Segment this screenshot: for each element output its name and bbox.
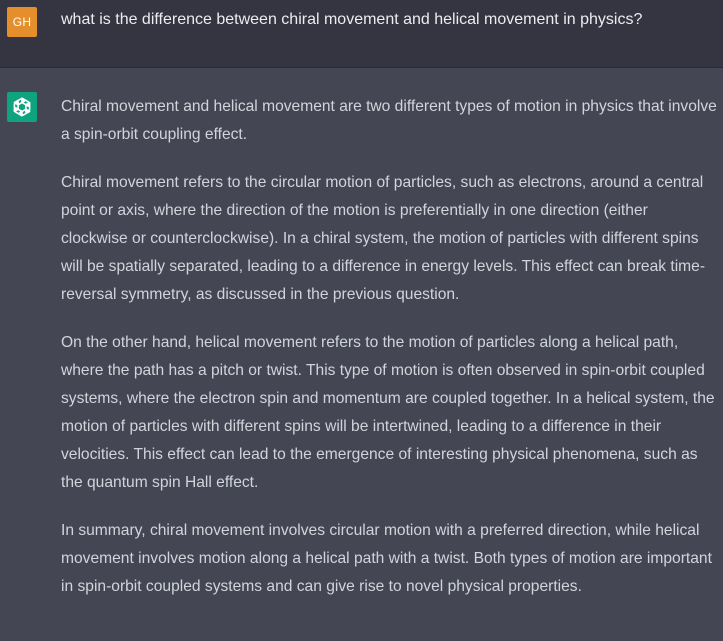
answer-paragraph: In summary, chiral movement involves circular motion with a preferred direction, while helical movement involves motion along a helical path with a twist. Both types of motion are important in spin-orbit coupled systems and can give rise to novel physical properties. [61, 522, 712, 595]
answer-paragraph: Chiral movement and helical movement are two different types of motion in physics that involve a spin-orbit coupling effect. [61, 98, 717, 143]
assistant-message-row [0, 68, 723, 641]
user-message-row [0, 0, 723, 68]
user-message-text: what is the difference between chiral movement and helical movement in physics? [61, 11, 643, 28]
openai-logo-icon [10, 95, 34, 119]
assistant-avatar [7, 92, 37, 122]
assistant-answer [61, 93, 717, 621]
user-avatar: GH [7, 7, 37, 37]
answer-paragraph: On the other hand, helical movement refers to the motion of particles along a helical path, where the path has a pitch or twist. This type of motion is often observed in spin-orbit coupled systems, where the electron spin and momentum are coupled together. In a helical system, the motion of particles with different spins will be intertwined, leading to a difference in their velocities. This effect can lead to the emergence of interesting physical phenomena, such as the quantum spin Hall effect. [61, 334, 715, 491]
answer-paragraph: Chiral movement refers to the circular motion of particles, such as electrons, around a central point or axis, where the direction of the motion is preferentially in one direction (either clockwise or counterclockwise). In a chiral system, the motion of particles with different spins will be spatially separated, leading to a difference in energy levels. This effect can break time-reversal symmetry, as discussed in the previous question. [61, 174, 706, 303]
